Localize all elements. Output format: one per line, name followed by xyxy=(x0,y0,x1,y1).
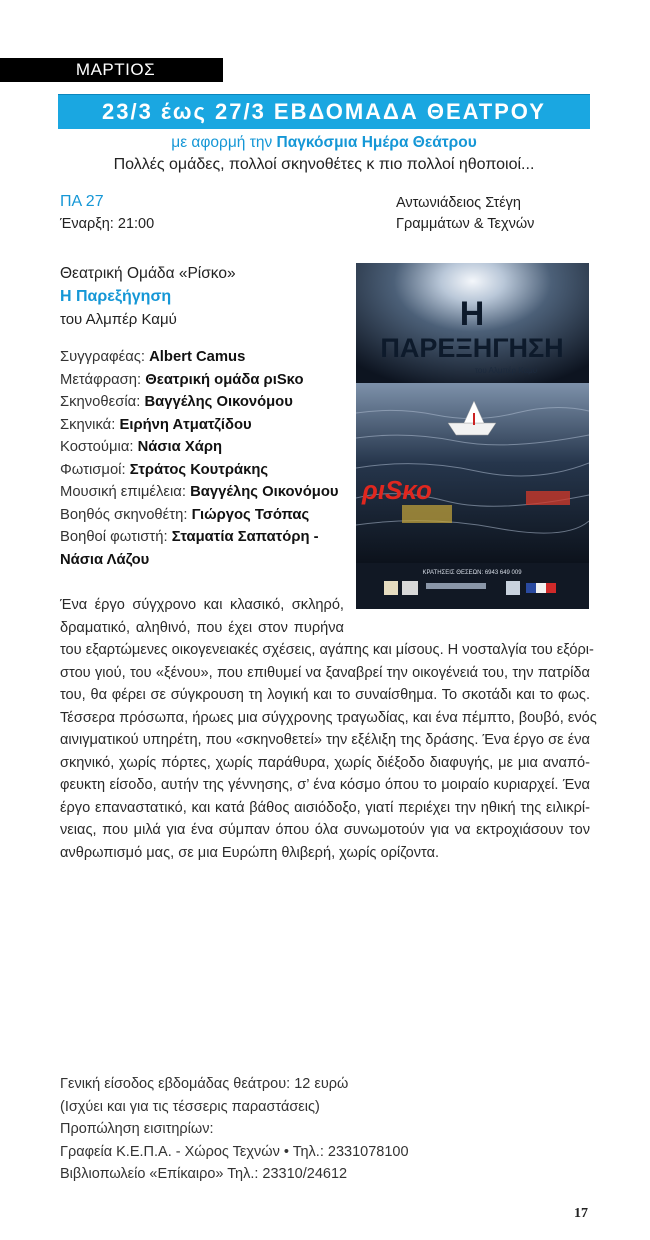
description-line: Τέσσερα πρόσωπα, ήρωες μια σύγχρονης τραγωδίας, και ένα πέμπτο, βουβό, ενός xyxy=(60,709,597,726)
info-line: Προπώληση εισιτηρίων: xyxy=(60,1121,214,1137)
credit-row xyxy=(60,391,350,414)
credit-role: Σκηνοθεσία: xyxy=(60,394,141,410)
credit-role: Συγγραφέας: xyxy=(60,349,145,365)
info-line: Γενική είσοδος εβδομάδας θεάτρου: 12 ευρώ xyxy=(60,1076,349,1092)
start-time: 21:00 xyxy=(117,216,155,232)
event-start xyxy=(60,216,154,232)
description-line: σκηνικό, χωρίς πόρτες, χωρίς παράθυρα, χωρίς διέξοδο διαφυγής, με μια αναπό- xyxy=(60,754,590,771)
credit-role: Σκηνικά: xyxy=(60,416,116,433)
description-line: του εξαρτώμενες οικογενειακές σχέσεις, αγάπης και μίσους. Η νοσταλγία του εξόρι- xyxy=(60,642,594,658)
credit-row xyxy=(60,436,350,459)
info-line: Βιβλιοπωλείο «Επίκαιρο» Τηλ.: 23310/24612 xyxy=(60,1166,348,1182)
page-number: 17 xyxy=(574,1206,588,1221)
poster-title-2: ΠΑΡΕΞΗΓΗΣΗ xyxy=(380,333,564,363)
credit-role: Μετάφραση: xyxy=(60,371,142,388)
credit-row xyxy=(60,346,350,369)
poster-title-1: Η xyxy=(459,295,485,333)
event-venue xyxy=(396,193,534,235)
description-line: Ένα έργο σύγχρονο και κλασικό, σκληρό, xyxy=(60,597,344,613)
credit-name: Ειρήνη Ατματζίδου xyxy=(119,416,252,433)
credit-row xyxy=(60,414,350,437)
description-line: έργο επαναστατικό, και κατά βάθος αισιόδοξο, γιατί περιέχει την ηθική της ειλικρί- xyxy=(60,799,590,816)
credit-role: Μουσική επιμέλεια: xyxy=(60,484,186,500)
play-poster-image xyxy=(356,263,589,609)
credit-row xyxy=(60,481,350,504)
credit-name: Στράτος Κουτράκης xyxy=(129,461,269,478)
description-line: αινιγματικού υπηρέτη, που «σκηνοθετεί» την εξέλιξη της δράσης. Ένα έργο σε ένα xyxy=(60,732,590,748)
credit-row xyxy=(60,504,350,527)
play-author: του Αλμπέρ Καμύ xyxy=(60,311,177,328)
description-line: νειας, που μιλά για ένα σύμπαν όπου όλα συνωμοτούν για να εκτροχιάσουν τον xyxy=(60,822,590,838)
poster-logo: ριSκο xyxy=(362,475,432,505)
credit-row xyxy=(60,526,350,549)
play-title: Η Παρεξήγηση xyxy=(60,288,172,305)
start-label: Έναρξη: xyxy=(60,216,114,232)
credit-role: Βοηθός σκηνοθέτη: xyxy=(60,506,188,523)
description-line: φευκτη είσοδο, αυτήν της γέννησης, σ’ ένα κόσμο όπου το μοιραίο κυριαρχεί. Ένα xyxy=(60,777,590,793)
credit-name: Βαγγέλης Οικονόμου xyxy=(144,394,293,410)
credit-row xyxy=(60,369,350,392)
credit-name: Θεατρική ομάδα ριSκο xyxy=(145,371,304,388)
description-line: δραματικό, αληθινό, που έχει στον πυρήνα xyxy=(60,619,344,636)
description-line: στου γιού, του «ξένου», που επιθυμεί να ξαναβρεί την οικογένειά του, την πατρίδα xyxy=(60,664,590,681)
theatre-group: Θεατρική Ομάδα «Ρίσκο» xyxy=(60,265,236,282)
credit-name: Νάσια Χάρη xyxy=(137,439,223,455)
poster-subtitle: του Αλμπέρ Καμύ xyxy=(474,366,538,375)
ticket-info xyxy=(60,1073,409,1186)
credit-row xyxy=(60,459,350,482)
credit-name: Σταματία Σαπατόρη - xyxy=(171,529,319,545)
info-line: Γραφεία Κ.Ε.Π.Α. - Χώρος Τεχνών • Τηλ.: 2331078100 xyxy=(60,1143,409,1160)
description-line: ανθρωπισμό μας, σε μια Ευρώπη θλιβερή, χωρίς ορίζοντα. xyxy=(60,844,440,861)
poster-art xyxy=(356,263,589,609)
week-banner: 23/3 έως 27/3 ΕΒΔΟΜΑΔΑ ΘΕΑΤΡΟΥ xyxy=(58,94,590,129)
credit-name: Γιώργος Τσόπας xyxy=(191,506,310,523)
credit-name: Βαγγέλης Οικονόμου xyxy=(190,484,339,500)
credit-role: Βοηθοί φωτιστή: xyxy=(60,529,168,545)
event-date: ΠΑ 27 xyxy=(60,193,104,210)
credit-role: Φωτισμοί: xyxy=(60,461,126,478)
month-label: ΜΑΡΤΙΟΣ xyxy=(0,58,223,82)
venue-line-1: Αντωνιάδειος Στέγη xyxy=(396,195,521,211)
info-line: (Ισχύει και για τις τέσσερις παραστάσεις) xyxy=(60,1098,320,1115)
credit-role: Κοστούμια: xyxy=(60,439,134,455)
occasion-line xyxy=(58,134,590,152)
description-line: του, θα φέρει σε σύγκρουση τη λογική και το συναίσθημα. Το σκοτάδι και το φως. xyxy=(60,687,590,703)
credits-list xyxy=(60,346,350,571)
credit-continuation: Νάσια Λάζου xyxy=(60,551,150,568)
occasion-prefix: με αφορμή την xyxy=(171,134,277,151)
venue-line-2: Γραμμάτων & Τεχνών xyxy=(396,216,535,232)
play-description xyxy=(60,594,597,864)
credit-name: Albert Camus xyxy=(149,349,246,365)
tagline: Πολλές ομάδες, πολλοί σκηνοθέτες κ πιο πολλοί ηθοποιοί... xyxy=(113,156,535,173)
occasion-highlight: Παγκόσμια Ημέρα Θεάτρου xyxy=(276,134,477,151)
poster-phone: ΚΡΑΤΗΣΕΙΣ ΘΕΣΕΩΝ: 6943 649 009 xyxy=(422,570,522,576)
